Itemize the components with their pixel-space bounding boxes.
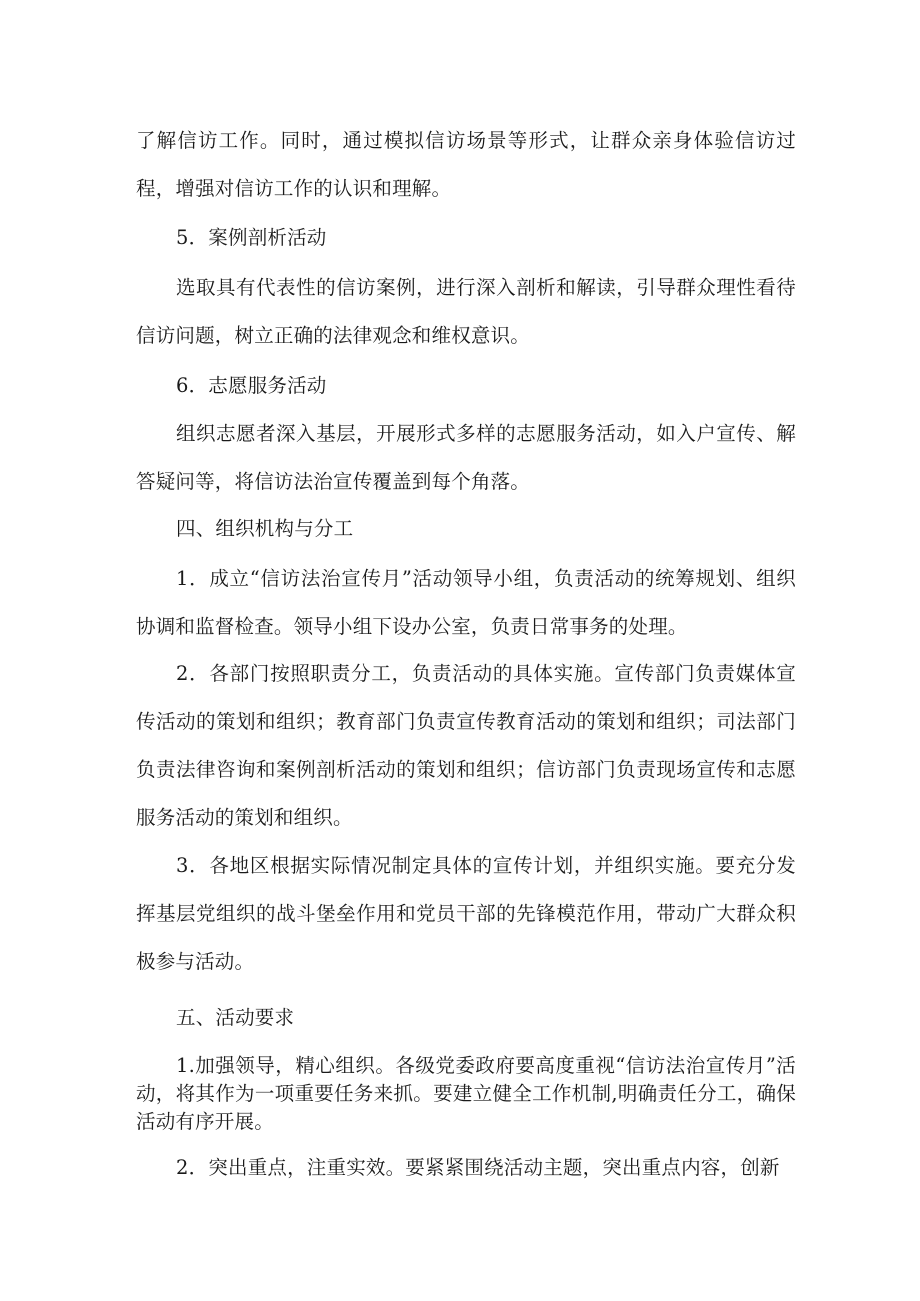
paragraph-volunteer-service: 组织志愿者深入基层，开展形式多样的志愿服务活动，如入户宣传、解答疑问等，将信访法治宣传覆盖到每个角落。 (136, 422, 796, 493)
paragraph-department-division: 2．各部门按照职责分工，负责活动的具体实施。宣传部门负责媒体宣传活动的策划和组织；教育部门负责宣传教育活动的策划和组织；司法部门负责法律咨询和案例剖析活动的策划和组织；信访部门负责现场宣传和志愿服务活动的策划和组织。 (136, 662, 796, 829)
paragraph-visit-experience: 了解信访工作。同时，通过模拟信访场景等形式，让群众亲身体验信访过程，增强对信访工作的认识和理解。 (136, 129, 796, 200)
heading-case-analysis: 5．案例剖析活动 (176, 226, 327, 249)
paragraph-regional-plan: 3．各地区根据实际情况制定具体的宣传计划，并组织实施。要充分发挥基层党组织的战斗堡垒作用和党员干部的先锋模范作用，带动广大群众积极参与活动。 (136, 854, 796, 973)
heading-volunteer-service: 6．志愿服务活动 (176, 374, 327, 397)
paragraph-case-analysis: 选取具有代表性的信访案例，进行深入剖析和解读，引导群众理性看待信访问题，树立正确的法律观念和维权意识。 (136, 276, 796, 347)
heading-activity-requirements: 五、活动要求 (176, 1006, 295, 1029)
paragraph-leading-group: 1．成立“信访法治宣传月”活动领导小组，负责活动的统筹规划、组织协调和监督检查。领导小组下设办公室，负责日常事务的处理。 (136, 567, 796, 638)
paragraph-strengthen-leadership: 1.加强领导，精心组织。各级党委政府要高度重视“信访法治宣传月”活动，将其作为一项重要任务来抓。要建立健全工作机制,明确责任分工，确保活动有序开展。 (136, 1054, 796, 1133)
heading-organization: 四、组织机构与分工 (176, 517, 354, 540)
paragraph-highlight-focus: 2．突出重点，注重实效。要紧紧围绕活动主题，突出重点内容，创新 (176, 1156, 780, 1179)
